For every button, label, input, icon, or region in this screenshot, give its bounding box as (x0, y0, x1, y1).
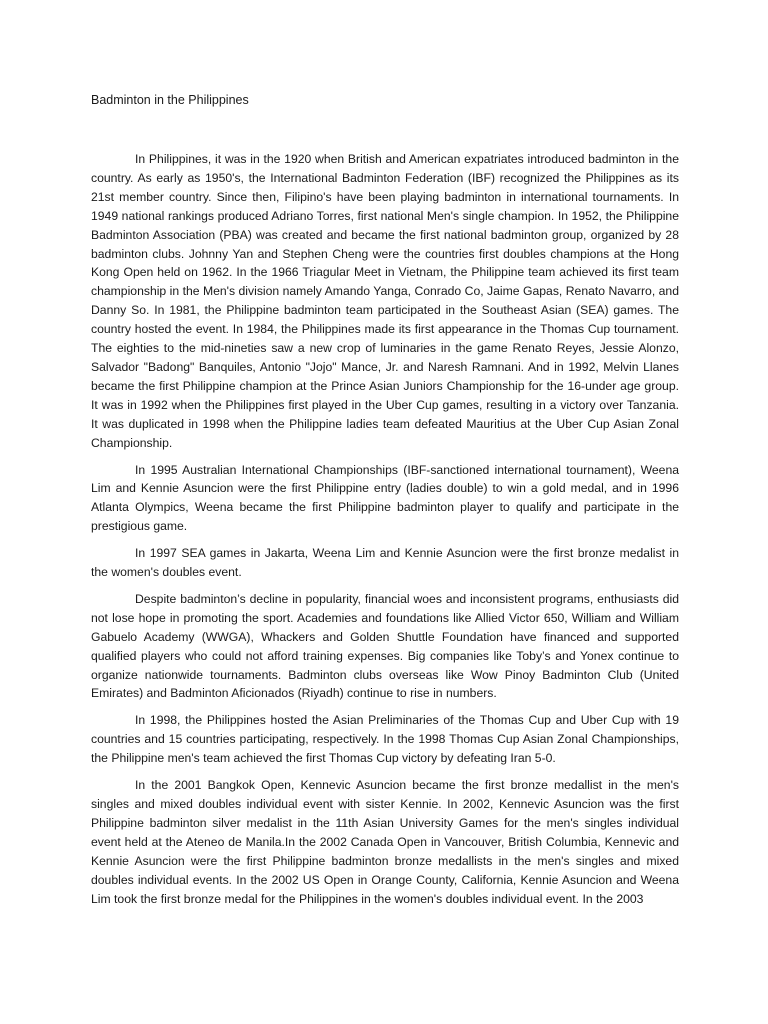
paragraph-1995-australian-championships: In 1995 Australian International Championships (IBF-sanctioned international tournament), Weena Lim and Kennie Asuncion were the first Philippine entry (ladies double) to win a gold medal, and in 1996 Atlanta Olympics, Weena became the first Philippine badminton player to qualify and participate in the prestigious game. (91, 462, 679, 534)
paragraph-decline-and-support: Despite badminton’s decline in popularity, financial woes and inconsistent programs, enthusiasts did not lose hope in promoting the sport. Academies and foundations like Allied Victor 650, William and William Gabuelo Academy (WWGA), Whackers and Golden Shuttle Foundation have financed and supported qualified players who could not afford training expenses. Big companies like Toby’s and Yonex continue to organize nationwide tournaments. Badminton clubs overseas like Wow Pinoy Badminton Club (United Emirates) and Badminton Aficionados (Riyadh) continue to rise in numbers. (91, 591, 679, 701)
paragraph-history: In Philippines, it was in the 1920 when British and American expatriates introduced badminton in the country. As early as 1950's, the International Badminton Federation (IBF) recognized the Philippines as its 21st member country. Since then, Filipino's have been playing badminton in international tournaments. In 1949 national rankings produced Adriano Torres, first national Men's single champion. In 1952, the Philippine Badminton Association (PBA) was created and became the first national badminton group, organized by 28 badminton clubs. Johnny Yan and Stephen Cheng were the countries first doubles champions at the Hong Kong Open held on 1962. In the 1966 Triagular Meet in Vietnam, the Philippine team achieved its first team championship in the Men's division namely Amando Yanga, Conrado Co, Jaime Gapas, Renato Navarro, and Danny So. In 1981, the Philippine badminton team participated in the Southeast Asian (SEA) games. The country hosted the event. In 1984, the Philippines made its first appearance in the Thomas Cup tournament. The eighties to the mid-nineties saw a new crop of luminaries in the game Renato Reyes, Jessie Alonzo, Salvador "Badong" Banquiles, Antonio "Jojo" Mance, Jr. and Naresh Ramnani. And in 1992, Melvin Llanes became the first Philippine champion at the Prince Asian Juniors Championship for the 16-under age group. It was in 1992 when the Philippines first played in the Uber Cup games, resulting in a victory over Tanzania. It was duplicated in 1998 when the Philippine ladies team defeated Mauritius at the Uber Cup Asian Zonal Championship. (91, 152, 679, 450)
document-body (91, 150, 679, 916)
paragraph-2001-2003-achievements: In the 2001 Bangkok Open, Kennevic Asuncion became the first bronze medallist in the men's singles and mixed doubles individual event with sister Kennie. In 2002, Kennevic Asuncion was the first Philippine badminton silver medalist in the 11th Asian University Games for the men's singles individual event held at the Ateneo de Manila.In the 2002 Canada Open in Vancouver, British Columbia, Kennevic and Kennie Asuncion were the first Philippine badminton bronze medallists in the men's singles and mixed doubles individual events. In the 2002 US Open in Orange County, California, Kennie Asuncion and Weena Lim took the first bronze medal for the Philippines in the women's doubles individual event. In the 2003 (91, 778, 679, 906)
document-title: Badminton in the Philippines (91, 93, 249, 107)
paragraph-1998-thomas-uber-cup: In 1998, the Philippines hosted the Asian Preliminaries of the Thomas Cup and Uber Cup with 19 countries and 15 countries participating, respectively. In the 1998 Thomas Cup Asian Zonal Championships, the Philippine men's team achieved the first Thomas Cup victory by defeating Iran 5-0. (91, 713, 679, 766)
paragraph-1997-sea-games: In 1997 SEA games in Jakarta, Weena Lim and Kennie Asuncion were the first bronze medalist in the women's doubles event. (91, 546, 679, 580)
